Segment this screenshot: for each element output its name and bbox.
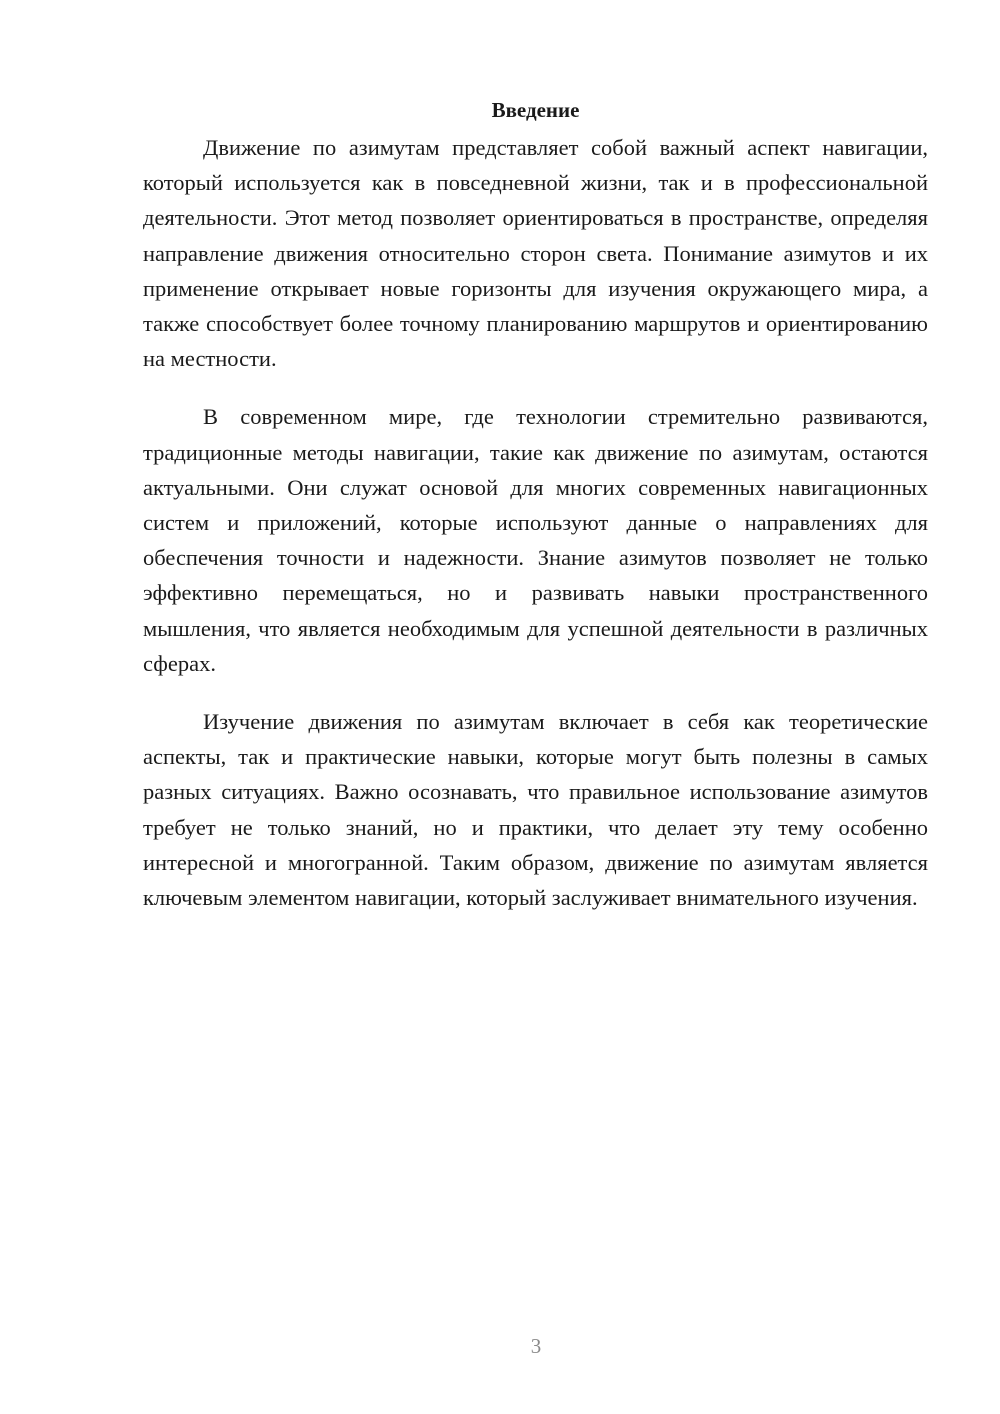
- page-number: 3: [530, 1334, 542, 1358]
- paragraph-1: Движение по азимутам представляет собой важный аспект навигации, который используется как в повседневной жизни, так и в профессиональной деятельности. Этот метод позволяет ориентироваться в пространстве, определяя направление движения относительно сторон света. Понимание азимутов и их применение открывает новые горизонты для изучения окружающего мира, а также способствует более точному планированию маршрутов и ориентированию на местности.: [143, 135, 928, 372]
- section-title: Введение: [491, 98, 580, 122]
- page-content: [143, 92, 928, 938]
- paragraph-2: В современном мире, где технологии стремительно развиваются, традиционные методы навигации, такие как движение по азимутам, остаются актуальными. Они служат основой для многих современных навигационных систем и приложений, которые используют данные о направлениях для обеспечения точности и надежности. Знание азимутов позволяет не только эффективно перемещаться, но и развивать навыки пространственного мышления, что является необходимым для успешной деятельности в различных сферах.: [143, 404, 928, 676]
- paragraph-3: Изучение движения по азимутам включает в себя как теоретические аспекты, так и практические навыки, которые могут быть полезны в самых разных ситуациях. Важно осознавать, что правильное использование азимутов требует не только знаний, но и практики, что делает эту тему особенно интересной и многогранной. Таким образом, движение по азимутам является ключевым элементом навигации, который заслуживает внимательного изучения.: [143, 709, 928, 911]
